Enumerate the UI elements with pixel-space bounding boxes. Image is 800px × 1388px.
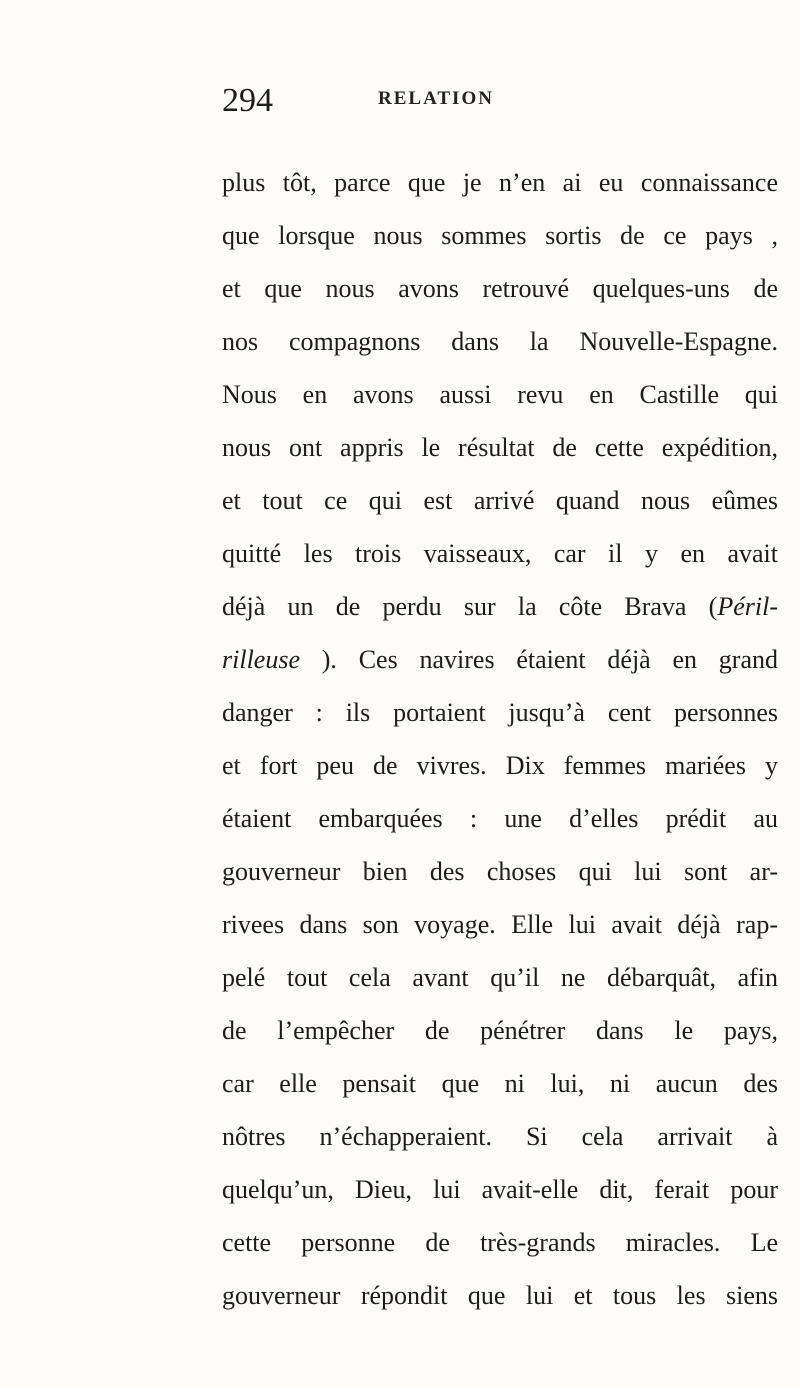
italic-segment: Péril- (717, 592, 778, 621)
page-header (222, 82, 782, 126)
text-line: danger : ils portaient jusqu’à cent personnes (222, 698, 778, 727)
text-segment: ). Ces navires étaient déjà en grand (300, 645, 778, 674)
text-line: cette personne de très-grands miracles. Le (222, 1228, 778, 1257)
text-line: nôtres n’échapperaient. Si cela arrivait à (222, 1122, 778, 1151)
text-line: de l’empêcher de pénétrer dans le pays, (222, 1016, 778, 1045)
text-line: rivees dans son voyage. Elle lui avait déjà rap- (222, 910, 778, 939)
text-line: quelqu’un, Dieu, lui avait-elle dit, ferait pour (222, 1175, 778, 1204)
text-line: et que nous avons retrouvé quelques-uns de (222, 274, 778, 303)
italic-segment: rilleuse (222, 645, 300, 674)
text-line: et fort peu de vivres. Dix femmes mariées y (222, 751, 778, 780)
text-line: étaient embarquées : une d’elles prédit au (222, 804, 778, 833)
text-line: Nous en avons aussi revu en Castille qui (222, 380, 778, 409)
text-line: nous ont appris le résultat de cette expédition, (222, 433, 778, 462)
text-line-with-italic (222, 633, 778, 686)
text-line: car elle pensait que ni lui, ni aucun des (222, 1069, 778, 1098)
text-line: pelé tout cela avant qu’il ne débarquât, afin (222, 963, 778, 992)
page-number: 294 (222, 82, 273, 119)
text-line: et tout ce qui est arrivé quand nous eûmes (222, 486, 778, 515)
text-line-with-italic (222, 580, 778, 633)
text-line: quitté les trois vaisseaux, car il y en avait (222, 539, 778, 568)
text-line: gouverneur bien des choses qui lui sont ar- (222, 857, 778, 886)
text-segment: déjà un de perdu sur la côte Brava ( (222, 592, 718, 621)
running-head: RELATION (378, 88, 494, 109)
text-line: nos compagnons dans la Nouvelle-Espagne. (222, 327, 778, 356)
text-line: que lorsque nous sommes sortis de ce pays , (222, 221, 778, 250)
text-line: gouverneur répondit que lui et tous les siens (222, 1281, 778, 1310)
text-line: plus tôt, parce que je n’en ai eu connaissance (222, 168, 778, 197)
body-text (222, 156, 778, 1322)
